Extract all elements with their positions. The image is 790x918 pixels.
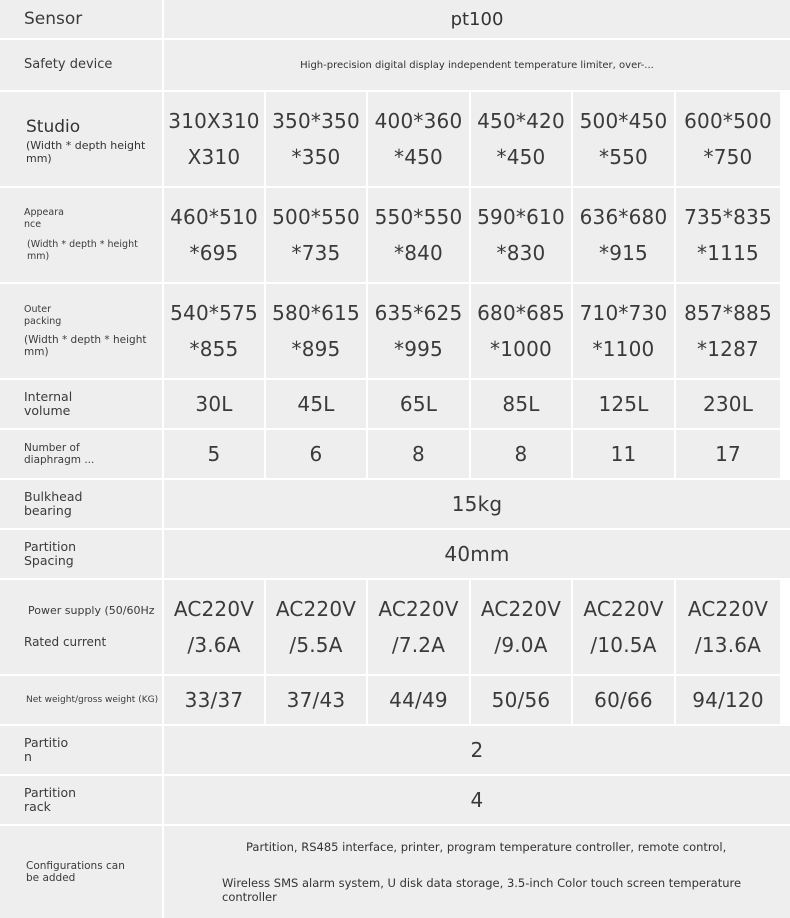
power-cell bbox=[266, 580, 368, 674]
bulkhead-label-line2: bearing bbox=[24, 503, 72, 518]
appearance-cell bbox=[368, 188, 471, 282]
internal-volume-cell bbox=[471, 380, 573, 428]
appearance-value-line2: *840 bbox=[394, 241, 443, 265]
weight-value: 50/56 bbox=[491, 688, 551, 712]
outer-packing-cell bbox=[573, 284, 676, 378]
internal-volume-cell bbox=[164, 380, 266, 428]
outer-packing-cell bbox=[676, 284, 780, 378]
outer-packing-value-line1: 580*615 bbox=[272, 301, 360, 325]
power-cell bbox=[368, 580, 471, 674]
weight-values bbox=[164, 676, 790, 724]
diaphragm-value: 5 bbox=[207, 442, 221, 466]
weight-cell bbox=[368, 676, 471, 724]
internal-volume-cell bbox=[573, 380, 676, 428]
outer-packing-value-line2: *855 bbox=[189, 337, 239, 361]
studio-value-line1: 310X310 bbox=[168, 109, 260, 133]
weight-cell bbox=[266, 676, 368, 724]
bulkhead-label-line1: Bulkhead bbox=[24, 489, 83, 504]
configurations-line2: Wireless SMS alarm system, U disk data storage, 3.5-inch Color touch screen temperature controller bbox=[222, 876, 742, 904]
studio-value-line1: 600*500 bbox=[684, 109, 772, 133]
diaphragm-values bbox=[164, 430, 790, 478]
outer-packing-value-line1: 857*885 bbox=[684, 301, 772, 325]
appearance-label-line2: nce bbox=[24, 219, 42, 230]
sensor-label: Sensor bbox=[24, 9, 83, 29]
partition-label-line2: n bbox=[24, 749, 32, 764]
appearance-sublabel: (Width * depth * height mm) bbox=[27, 239, 138, 262]
studio-value-line2: *450 bbox=[496, 145, 546, 169]
partition-value-cell bbox=[164, 726, 790, 774]
studio-cell bbox=[676, 92, 780, 186]
diaphragm-cell bbox=[676, 430, 780, 478]
spacing-value-cell bbox=[164, 530, 790, 578]
diaphragm-label-cell bbox=[0, 430, 164, 478]
power-value-line2: /9.0A bbox=[494, 633, 548, 657]
power-value-line1: AC220V bbox=[480, 597, 562, 621]
diaphragm-cell bbox=[573, 430, 676, 478]
diaphragm-value: 6 bbox=[309, 442, 323, 466]
diaphragm-label-line1: Number of bbox=[24, 442, 80, 454]
outer-packing-value-line1: 540*575 bbox=[170, 301, 258, 325]
internal-volume-label-line1: Internal bbox=[24, 389, 73, 404]
outer-packing-value-line1: 635*625 bbox=[374, 301, 463, 325]
studio-value-line1: 450*420 bbox=[477, 109, 565, 133]
appearance-value-line2: *695 bbox=[189, 241, 239, 265]
appearance-label-cell bbox=[0, 188, 164, 282]
appearance-value-line1: 590*610 bbox=[477, 205, 565, 229]
studio-label-cell bbox=[0, 92, 164, 186]
outer-packing-value-line2: *1000 bbox=[490, 337, 552, 361]
weight-value: 94/120 bbox=[692, 688, 764, 712]
bulkhead-value: 15kg bbox=[451, 492, 503, 516]
studio-sublabel: (Width * depth height mm) bbox=[26, 139, 146, 165]
partition-rack-label-line1: Partition bbox=[24, 785, 77, 800]
configurations-label-cell bbox=[0, 826, 164, 918]
weight-cell bbox=[164, 676, 266, 724]
diaphragm-cell bbox=[266, 430, 368, 478]
power-value-line1: AC220V bbox=[583, 597, 664, 621]
sensor-value-cell bbox=[164, 0, 790, 38]
power-cell bbox=[471, 580, 573, 674]
studio-value-line1: 500*450 bbox=[579, 109, 668, 133]
power-values bbox=[164, 580, 790, 674]
studio-value-line1: 350*350 bbox=[272, 109, 360, 133]
spacing-label-line2: Spacing bbox=[24, 553, 74, 568]
appearance-value-line1: 550*550 bbox=[374, 205, 463, 229]
outer-packing-label-line2: packing bbox=[24, 316, 62, 327]
internal-volume-cell bbox=[676, 380, 780, 428]
diaphragm-label-line2: diaphragm ... bbox=[24, 454, 95, 466]
outer-packing-value-line2: *895 bbox=[291, 337, 341, 361]
appearance-cell bbox=[266, 188, 368, 282]
studio-value-line2: X310 bbox=[187, 145, 241, 169]
internal-volume-value: 45L bbox=[297, 392, 335, 416]
internal-volume-value: 85L bbox=[502, 392, 540, 416]
bulkhead-value-cell bbox=[164, 480, 790, 528]
power-label-line1: Power supply (50/60Hz bbox=[28, 604, 155, 617]
appearance-value-line2: *915 bbox=[599, 241, 648, 265]
sensor-value: pt100 bbox=[450, 8, 504, 30]
internal-volume-value: 30L bbox=[195, 392, 233, 416]
weight-label-cell bbox=[0, 676, 164, 724]
power-cell bbox=[164, 580, 266, 674]
safety-label-cell bbox=[0, 40, 164, 90]
partition-label-cell bbox=[0, 726, 164, 774]
appearance-label-line1: Appeara bbox=[24, 207, 64, 218]
outer-packing-cell bbox=[368, 284, 471, 378]
internal-volume-values bbox=[164, 380, 790, 428]
diaphragm-value: 17 bbox=[715, 442, 741, 466]
internal-volume-value: 230L bbox=[702, 392, 754, 416]
bulkhead-label-cell bbox=[0, 480, 164, 528]
outer-packing-value-line2: *995 bbox=[394, 337, 443, 361]
safety-value-cell bbox=[164, 40, 790, 90]
partition-rack-value-cell bbox=[164, 776, 790, 824]
diaphragm-cell bbox=[164, 430, 266, 478]
weight-cell bbox=[573, 676, 676, 724]
studio-cell bbox=[368, 92, 471, 186]
configurations-line1: Partition, RS485 interface, printer, program temperature controller, remote control, bbox=[246, 840, 727, 854]
outer-packing-value-line1: 710*730 bbox=[579, 301, 668, 325]
appearance-value-line1: 636*680 bbox=[579, 205, 668, 229]
weight-label: Net weight/gross weight (KG) bbox=[26, 695, 159, 705]
appearance-value-line2: *830 bbox=[496, 241, 546, 265]
appearance-value-line1: 735*835 bbox=[684, 205, 772, 229]
studio-value-line2: *450 bbox=[394, 145, 443, 169]
appearance-cell bbox=[573, 188, 676, 282]
outer-packing-cell bbox=[266, 284, 368, 378]
diaphragm-value: 11 bbox=[610, 442, 637, 466]
power-value-line1: AC220V bbox=[173, 597, 255, 621]
internal-volume-label-line2: volume bbox=[24, 403, 71, 418]
partition-rack-label-line2: rack bbox=[24, 799, 51, 814]
outer-packing-cell bbox=[471, 284, 573, 378]
studio-cell bbox=[471, 92, 573, 186]
internal-volume-value: 125L bbox=[598, 392, 649, 416]
appearance-value-line1: 500*550 bbox=[272, 205, 360, 229]
studio-cell bbox=[573, 92, 676, 186]
partition-rack-label-cell bbox=[0, 776, 164, 824]
weight-value: 37/43 bbox=[286, 688, 346, 712]
configurations-label-line2: be added bbox=[26, 872, 76, 884]
spacing-label-line1: Partition bbox=[24, 539, 77, 554]
sensor-label-cell bbox=[0, 0, 164, 38]
appearance-cell bbox=[164, 188, 266, 282]
appearance-cell bbox=[676, 188, 780, 282]
safety-value: High-precision digital display independent temperature limiter, over-... bbox=[300, 59, 654, 71]
diaphragm-value: 8 bbox=[514, 442, 528, 466]
internal-volume-label-cell bbox=[0, 380, 164, 428]
studio-value-line1: 400*360 bbox=[374, 109, 463, 133]
weight-value: 44/49 bbox=[389, 688, 448, 712]
outer-packing-label-line1: Outer bbox=[24, 304, 51, 315]
diaphragm-value: 8 bbox=[412, 442, 425, 466]
power-cell bbox=[676, 580, 780, 674]
power-cell bbox=[573, 580, 676, 674]
spacing-value: 40mm bbox=[444, 542, 510, 566]
configurations-label-line1: Configurations can bbox=[26, 860, 125, 872]
partition-value: 2 bbox=[470, 738, 484, 762]
internal-volume-cell bbox=[368, 380, 471, 428]
appearance-value-line1: 460*510 bbox=[170, 205, 258, 229]
diaphragm-cell bbox=[471, 430, 573, 478]
studio-value-line2: *750 bbox=[703, 145, 753, 169]
power-value-line2: /13.6A bbox=[694, 633, 762, 657]
outer-packing-values bbox=[164, 284, 790, 378]
studio-cell bbox=[266, 92, 368, 186]
weight-cell bbox=[676, 676, 780, 724]
spacing-label-cell bbox=[0, 530, 164, 578]
outer-packing-label-cell bbox=[0, 284, 164, 378]
weight-cell bbox=[471, 676, 573, 724]
studio-value-line2: *550 bbox=[599, 145, 648, 169]
outer-packing-value-line2: *1100 bbox=[592, 337, 655, 361]
outer-packing-value-line2: *1287 bbox=[697, 337, 759, 361]
diaphragm-cell bbox=[368, 430, 471, 478]
power-label-cell bbox=[0, 580, 164, 674]
weight-value: 60/66 bbox=[594, 688, 653, 712]
appearance-cell bbox=[471, 188, 573, 282]
outer-packing-cell bbox=[164, 284, 266, 378]
power-value-line2: /7.2A bbox=[391, 633, 446, 657]
partition-rack-value: 4 bbox=[470, 788, 484, 812]
power-value-line2: /10.5A bbox=[590, 633, 657, 657]
partition-label-line1: Partitio bbox=[24, 735, 69, 750]
configurations-value-cell bbox=[164, 826, 790, 918]
power-value-line1: AC220V bbox=[275, 597, 357, 621]
appearance-value-line2: *735 bbox=[291, 241, 341, 265]
weight-value: 33/37 bbox=[184, 688, 244, 712]
appearance-value-line2: *1115 bbox=[697, 241, 759, 265]
appearance-values bbox=[164, 188, 790, 282]
outer-packing-sublabel: (Width * depth * height mm) bbox=[24, 334, 147, 358]
studio-values bbox=[164, 92, 790, 186]
power-label-line2: Rated current bbox=[24, 635, 107, 649]
power-value-line2: /3.6A bbox=[187, 633, 241, 657]
internal-volume-value: 65L bbox=[399, 392, 438, 416]
internal-volume-cell bbox=[266, 380, 368, 428]
power-value-line1: AC220V bbox=[378, 597, 459, 621]
studio-label: Studio bbox=[26, 117, 81, 137]
studio-cell bbox=[164, 92, 266, 186]
outer-packing-value-line1: 680*685 bbox=[477, 301, 565, 325]
studio-value-line2: *350 bbox=[291, 145, 341, 169]
power-value-line2: /5.5A bbox=[289, 633, 343, 657]
safety-label: Safety device bbox=[24, 57, 113, 72]
power-value-line1: AC220V bbox=[687, 597, 769, 621]
